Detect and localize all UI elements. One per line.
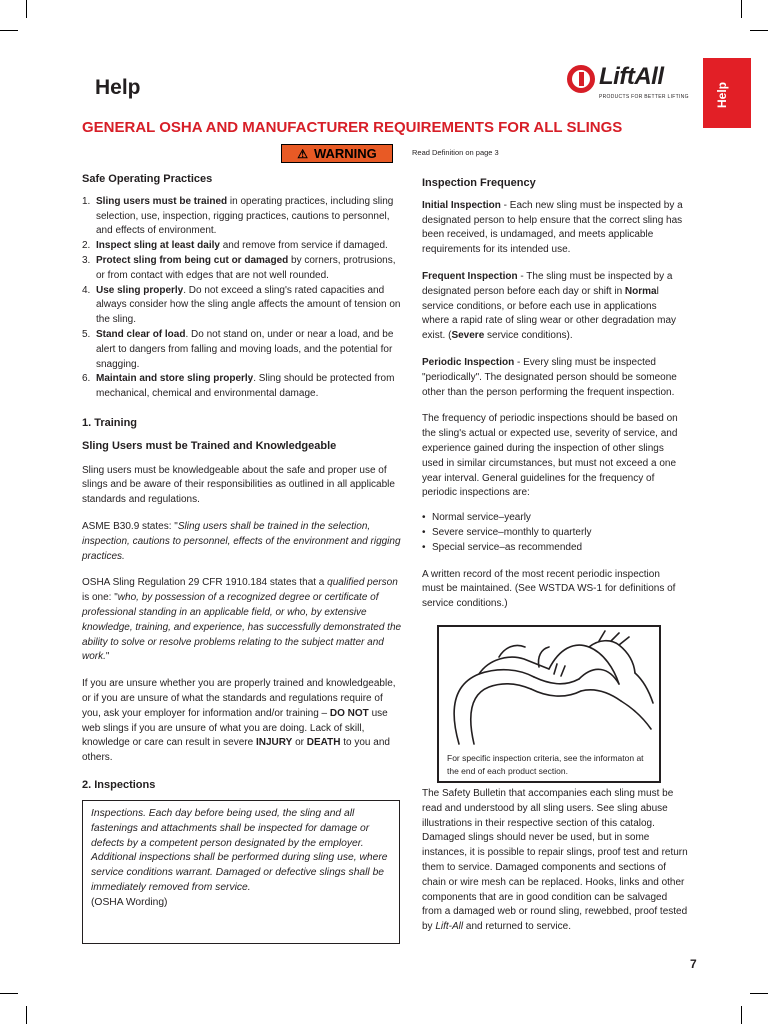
inspections-heading: 2. Inspections — [82, 778, 156, 791]
practice-bold: Use sling properly — [96, 284, 184, 296]
practice-number: 1. — [82, 195, 91, 207]
figure-caption: For specific inspection criteria, see the informaton at the end of each product section. — [447, 753, 644, 776]
asme-paragraph: ASME B30.9 states: "Sling users shall be trained in the selection, inspection, cautions to personnel, effects of the environment and rigging practices. — [82, 520, 401, 562]
unsure-paragraph: If you are unsure whether you are properly trained and knowledgeable, or if you are unsure of what the standards and regulations require of you, ask your employer for information and/or training – DO NOT use web slings if you are unsure of what you are doing. Lack of skill, knowledge or care can result in severe INJURY or DEATH to you and others. — [82, 678, 396, 764]
right-column — [422, 176, 684, 612]
practice-number: 3. — [82, 254, 91, 266]
crop-mark — [0, 993, 18, 994]
practice-bold: Inspect sling at least daily — [96, 240, 220, 252]
warning-note: Read Definition on page 3 — [412, 148, 499, 157]
safe-practices-heading: Safe Operating Practices — [82, 173, 213, 185]
practice-item — [82, 254, 402, 284]
practice-number: 4. — [82, 284, 91, 296]
practice-bold: Sling users must be trained — [96, 195, 228, 207]
sling-inspection-figure — [437, 625, 661, 783]
osha-box-text: Inspections. Each day before being used, the sling and all fastenings and attachments shall be inspected for damage or defects by a competent person designated by the employer. Additional inspections shall be performed during sling use, where service conditions warrant. Damaged or defective slings shall be immediately removed from service. — [91, 808, 388, 893]
practice-text: and remove from service if damaged. — [219, 240, 388, 252]
crop-mark — [741, 1006, 742, 1024]
main-heading: GENERAL OSHA AND MANUFACTURER REQUIREMENTS FOR ALL SLINGS — [82, 119, 623, 136]
page-number: 7 — [690, 957, 697, 971]
left-column — [82, 172, 402, 793]
practice-bold: Stand clear of load — [96, 328, 186, 340]
crop-mark — [750, 30, 768, 31]
logo-icon — [567, 65, 595, 93]
crop-mark — [26, 0, 27, 18]
frequent-inspection-paragraph: Frequent Inspection - The sling must be inspected by a designated person before each day or shift in Normal service conditions, or before each use in applications where a rapid rate of sling wear or other degradation may exist. (Severe service conditions). — [422, 270, 677, 342]
practice-item — [82, 372, 402, 402]
practice-item — [82, 239, 402, 254]
crop-mark — [750, 993, 768, 994]
practice-number: 2. — [82, 240, 91, 252]
warning-badge — [281, 144, 393, 163]
initial-inspection-paragraph: Initial Inspection - Each new sling must be inspected by a designated person to help ensure that the correct sling has been received, is undamaged, and meets applicable requirements for its intended use. — [422, 199, 683, 256]
hands-sling-illustration — [439, 629, 659, 749]
service-frequency-list — [422, 511, 684, 555]
periodic-frequency-paragraph: The frequency of periodic inspections should be based on the sling's actual or expected use, severity of service, and experience gained during the inspection of other slings used in similar circumstances, but must not exceed a one year interval. General guidelines for the frequency of periodic inspections are: — [422, 413, 678, 499]
page-title: Help — [95, 76, 141, 99]
practices-list — [82, 195, 402, 402]
logo-text: LiftAll — [599, 63, 664, 90]
practice-bold: Protect sling from being cut or damaged — [96, 254, 289, 266]
osha-wording-box — [82, 800, 400, 944]
training-subheading: Sling Users must be Trained and Knowledgeable — [82, 439, 337, 452]
crop-mark — [26, 1006, 27, 1024]
crop-mark — [0, 30, 18, 31]
osha-paragraph: OSHA Sling Regulation 29 CFR 1910.184 states that a qualified person is one: "who, by possession of a recognized degree or certificate of professional standing in an applicable field, or who, by extensive knowledge, training, and experience, has successfully demonstrated the ability to solve or resolve problems relating to the subject matter and work." — [82, 577, 402, 663]
safety-bulletin-paragraph: The Safety Bulletin that accompanies each sling must be read and understood by all sling users. See sling abuse illustrations in their respective section of this catalog. Damaged slings should never be used, but in some instances, it is possible to repair slings, proof test and return them to service. Damaged components and sections of chain or wire mesh can be replaced. Hooks, links and other components that are in good condition can be salvaged from a damaged web or round sling, rewebbed, proof tested by Lift-All and returned to service. — [422, 788, 688, 933]
practice-text: . Sling should be protected from mechanical, chemical and environmental damage. — [96, 373, 395, 400]
warning-label: WARNING — [313, 146, 377, 161]
practice-bold: Maintain and store sling properly — [96, 373, 254, 385]
training-heading: 1. Training — [82, 416, 138, 429]
practice-text: . Do not stand on, under or near a load, and be alert to dangers from falling and moving loads, and the potential for snagging. — [96, 328, 394, 370]
practice-item — [82, 195, 402, 239]
practice-number: 5. — [82, 328, 91, 340]
section-tab-label: Help — [715, 81, 729, 108]
list-item: • Normal service–yearly — [422, 511, 684, 526]
practice-text: in operating practices, including sling selection, use, inspection, rigging practices, cautions to personnel, and effects of environment. — [96, 195, 394, 237]
crop-mark — [741, 0, 742, 18]
warning-icon: ⚠ — [297, 146, 308, 161]
list-item: • Special service–as recommended — [422, 541, 684, 556]
periodic-inspection-paragraph: Periodic Inspection - Every sling must be inspected "periodically". The designated person should be someone other than the person performing the frequent inspection. — [422, 356, 677, 398]
practice-item — [82, 284, 402, 328]
logo-tagline: PRODUCTS FOR BETTER LIFTING — [599, 94, 689, 100]
practice-text: . Do not exceed a sling's rated capacities and always consider how the sling angle affects the amount of tension on the sling. — [96, 284, 401, 326]
liftall-logo — [565, 65, 695, 105]
section-tab — [703, 58, 751, 128]
training-paragraph: Sling users must be knowledgeable about the safe and proper use of slings and be aware of their responsibilities as outlined in all applicable standards and regulations. — [82, 464, 395, 506]
practice-number: 6. — [82, 373, 91, 385]
practice-text: by corners, protrusions, or from contact with edges that are not well rounded. — [96, 254, 396, 281]
osha-box-source: (OSHA Wording) — [91, 896, 168, 908]
list-item: • Severe service–monthly to quarterly — [422, 526, 684, 541]
practice-item — [82, 328, 402, 372]
frequency-heading: Inspection Frequency — [422, 177, 536, 189]
record-paragraph: A written record of the most recent periodic inspection must be maintained. (See WSTDA WS-1 for definitions of service conditions.) — [422, 568, 676, 610]
